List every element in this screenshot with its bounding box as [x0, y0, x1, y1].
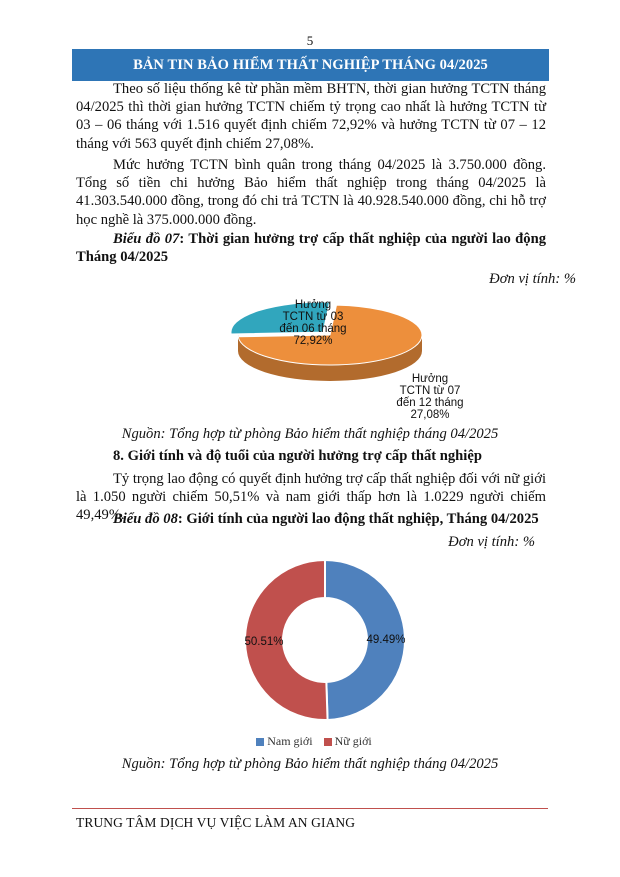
chart7-label-2-line-4: 27,08%	[410, 409, 450, 420]
chart7-label-2-line-1: Hưởng	[411, 373, 449, 385]
chart7-unit: Đơn vị tính: %	[489, 271, 576, 287]
chart8-source: Nguồn: Tổng hợp từ phòng Bảo hiểm thất nghiệp tháng 04/2025	[121, 756, 499, 772]
banner-title: BẢN TIN BẢO HIỂM THẤT NGHIỆP THÁNG 04/2025	[72, 49, 549, 81]
chart8-caption-text: : Giới tính của người lao động thất nghiệp, Tháng 04/2025	[177, 511, 539, 527]
chart7-caption-text: : Thời gian hưởng trợ cấp thất nghiệp của người lao động Tháng 04/2025	[76, 231, 546, 266]
footer-divider	[72, 808, 548, 809]
legend-label-nu: Nữ giới	[334, 734, 372, 748]
chart8-legend	[0, 734, 620, 749]
footer-text: TRUNG TÂM DỊCH VỤ VIỆC LÀM AN GIANG	[76, 815, 356, 830]
chart8-caption-label: Biểu đồ 08	[113, 511, 178, 527]
chart7-label-2-line-2: TCTN từ 07	[399, 385, 461, 397]
chart8-label-2: 50.51%	[244, 635, 284, 648]
legend-swatch-nu	[324, 738, 332, 746]
chart7-label-1-line-1: Hưởng	[294, 299, 332, 311]
chart8-caption	[113, 510, 553, 528]
section-heading: 8. Giới tính và độ tuổi của người hưởng trợ cấp thất nghiệp	[113, 448, 482, 464]
chart7-label-1-line-4: 72,92%	[293, 335, 333, 347]
chart7-pie	[0, 290, 620, 420]
legend-swatch-nam	[256, 738, 264, 746]
chart7-caption-label: Biểu đồ 07	[113, 231, 180, 247]
legend-label-nam: Nam giới	[267, 734, 313, 748]
chart7-label-1-line-2: TCTN từ 03	[282, 311, 344, 323]
paragraph-2: Mức hưởng TCTN bình quân trong tháng 04/2025 là 3.750.000 đồng. Tổng số tiền chi hưởng Bảo hiểm thất nghiệp trong tháng 04/2025 là 41.303.540.000 đồng, trong đó chi trả TCTN là 40.928.540.000 đồng, chi hỗ trợ học nghề là 375.000.000 đồng.	[76, 157, 546, 228]
chart8-unit: Đơn vị tính: %	[448, 534, 535, 550]
chart7-source: Nguồn: Tổng hợp từ phòng Bảo hiểm thất nghiệp tháng 04/2025	[121, 426, 499, 442]
paragraph-1: Theo số liệu thống kê từ phần mềm BHTN, thời gian hưởng TCTN tháng 04/2025 thì thời gian hưởng TCTN chiếm tỷ trọng cao nhất là hưởng TCTN từ 03 – 06 tháng với 1.516 quyết định chiếm 72,92% và hưởng TCTN từ 07 – 12 tháng với 563 quyết định chiếm 27,08%.	[76, 81, 546, 152]
chart7-caption	[76, 230, 546, 266]
page-number: 5	[306, 33, 314, 48]
section-paragraph: Tỷ trọng lao động có quyết định hưởng trợ cấp thất nghiệp đối với nữ giới là 1.050 người chiếm 50,51% và nam giới thấp hơn là 1.0229 người chiếm 49,49%.	[76, 471, 546, 524]
chart7-label-2-line-3: đến 12 tháng	[396, 397, 464, 409]
chart7-label-1-line-3: đến 06 tháng	[279, 323, 347, 335]
chart8-label-1: 49.49%	[366, 634, 406, 647]
chart8-donut	[0, 550, 620, 730]
